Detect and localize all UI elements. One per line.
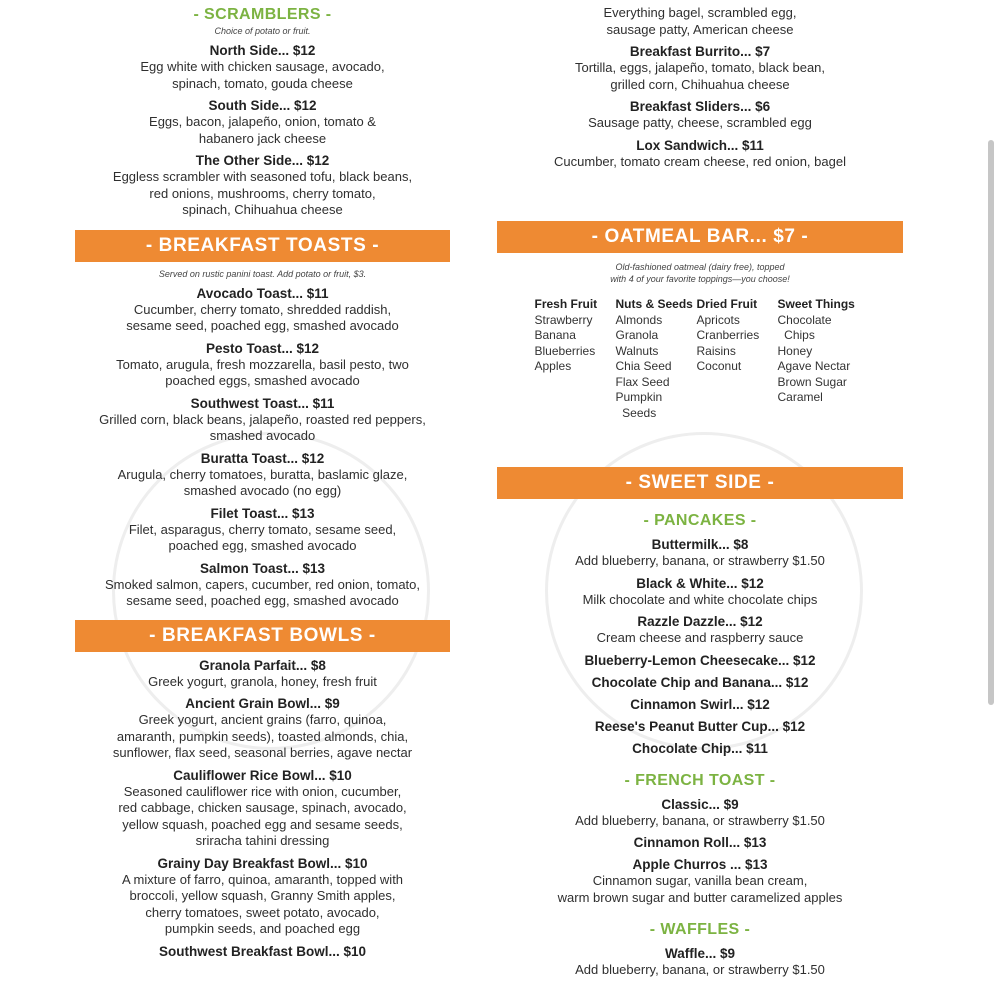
menu-item [497, 5, 903, 38]
topping-heading: Dried Fruit [696, 297, 758, 311]
menu-item [497, 674, 903, 691]
item-title: Cinnamon Swirl... $12 [630, 696, 770, 712]
menu-item [75, 152, 450, 219]
topping-item: Apricots [696, 312, 740, 327]
item-title: Grainy Day Breakfast Bowl... $10 [157, 855, 368, 871]
item-title: The Other Side... $12 [195, 153, 330, 168]
french-toast-list [497, 796, 903, 907]
oatmeal-note: Old-fashioned oatmeal (dairy free), topped with 4 of your favorite toppings—you choose! [610, 262, 790, 284]
sweet-side-banner: - SWEET SIDE - [497, 467, 903, 499]
left-column [75, 0, 450, 960]
item-desc: Add blueberry, banana, or strawberry $1.50 [575, 812, 825, 828]
topping-item: Cranberries [696, 328, 760, 342]
topping-item: Blueberries [534, 343, 596, 358]
item-title: Blueberry-Lemon Cheesecake... $12 [584, 652, 816, 668]
topping-column-dried-fruit [697, 297, 778, 421]
topping-item: Granola [615, 328, 659, 342]
toasts-list [75, 285, 450, 610]
menu-item [497, 613, 903, 647]
menu-item [75, 395, 450, 445]
topping-item: Brown Sugar [777, 374, 847, 389]
item-desc: Tomato, arugula, fresh mozzarella, basil pesto, two poached eggs, smashed avocado [116, 356, 409, 388]
item-title: Black & White... $12 [636, 575, 764, 591]
waffles-list [497, 945, 903, 979]
topping-item: Walnuts [615, 343, 659, 358]
topping-item: Honey [777, 343, 813, 358]
item-desc: Everything bagel, scrambled egg, sausage patty, American cheese [603, 5, 797, 37]
item-title: Avocado Toast... $11 [196, 285, 329, 301]
menu-item [497, 834, 903, 851]
topping-item: Raisins [696, 343, 736, 358]
topping-item: Strawberry [534, 312, 593, 327]
item-desc: Cucumber, cherry tomato, shredded raddish, sesame seed, poached egg, smashed avocado [126, 301, 399, 333]
menu-item [497, 718, 903, 735]
topping-column-sweet-things [778, 297, 866, 421]
menu-item [497, 137, 903, 171]
topping-item: Coconut [696, 359, 742, 373]
scramblers-list [75, 42, 450, 219]
item-desc: Greek yogurt, ancient grains (farro, quinoa, amaranth, pumpkin seeds), toasted almonds, chia, sunflower, flax seed, seasonal berries, agave nectar [112, 712, 413, 760]
topping-item: Pumpkin [615, 390, 663, 404]
item-title: Cauliflower Rice Bowl... $10 [173, 767, 352, 783]
item-desc: Arugula, cherry tomatoes, buratta, baslamic glaze, smashed avocado (no egg) [117, 466, 408, 498]
menu-item [497, 856, 903, 906]
topping-item: Caramel [777, 390, 823, 404]
item-desc: Add blueberry, banana, or strawberry $1.50 [575, 962, 825, 977]
item-title: Southwest Toast... $11 [190, 395, 335, 411]
french-toast-header: - FRENCH TOAST - [624, 771, 776, 789]
topping-column-fresh-fruit [535, 297, 616, 421]
item-title: Granola Parfait... $8 [199, 657, 326, 673]
breakfast-toasts-banner: - BREAKFAST TOASTS - [75, 230, 450, 262]
menu-item [75, 505, 450, 555]
menu-item [497, 575, 903, 609]
topping-item: Agave Nectar [777, 359, 851, 373]
item-title: Cinnamon Roll... $13 [633, 835, 767, 850]
item-title: Breakfast Sliders... $6 [629, 99, 771, 114]
scrollbar[interactable] [988, 140, 994, 705]
topping-heading: Sweet Things [777, 297, 855, 311]
item-title: Buratta Toast... $12 [200, 450, 325, 466]
item-title: South Side... $12 [208, 98, 317, 113]
item-title: Waffle... $9 [664, 946, 736, 961]
topping-heading: Nuts & Seeds [615, 297, 693, 311]
topping-item: Chocolate [777, 312, 832, 327]
sandwich-list [497, 5, 903, 170]
item-desc: Egg white with chicken sausage, avocado, spinach, tomato, gouda cheese [140, 59, 385, 91]
item-desc: Cucumber, tomato cream cheese, red onion, bagel [554, 153, 846, 169]
item-desc: Eggs, bacon, jalapeño, onion, tomato & habanero jack cheese [149, 114, 376, 146]
item-desc: A mixture of farro, quinoa, amaranth, topped with broccoli, yellow squash, Granny Smith apples, cherry tomatoes, sweet potato, avocado, pumpkin seeds, and poached egg [121, 871, 404, 936]
item-title: Reese's Peanut Butter Cup... $12 [594, 718, 806, 734]
item-title: Classic... $9 [661, 796, 739, 812]
item-desc: Grilled corn, black beans, jalapeño, roasted red peppers, smashed avocado [99, 411, 426, 443]
waffles-header: - WAFFLES - [649, 921, 751, 938]
menu-item [497, 43, 903, 93]
menu-item [75, 767, 450, 850]
breakfast-bowls-banner: - BREAKFAST BOWLS - [75, 620, 450, 652]
item-title: Pesto Toast... $12 [205, 340, 320, 356]
scramblers-header: - SCRAMBLERS - [193, 6, 332, 23]
menu-item [497, 796, 903, 830]
oatmeal-bar-banner: - OATMEAL BAR... $7 - [497, 221, 903, 253]
item-desc: Eggless scrambler with seasoned tofu, black beans, red onions, mushrooms, cherry tomato, spinach, Chihuahua cheese [112, 169, 413, 217]
item-desc: Milk chocolate and white chocolate chips [582, 591, 818, 607]
item-desc: Sausage patty, cheese, scrambled egg [588, 115, 812, 130]
menu-item [75, 97, 450, 147]
item-title: Breakfast Burrito... $7 [629, 44, 771, 59]
item-desc: Seasoned cauliflower rice with onion, cucumber, red cabbage, chicken sausage, spinach, avocado, yellow squash, poached egg and sesame seeds, sriracha tahini dressing [118, 783, 407, 848]
menu-item [75, 855, 450, 938]
pancakes-list [497, 536, 903, 757]
item-title: North Side... $12 [209, 43, 316, 58]
menu-item [75, 695, 450, 762]
item-title: Chocolate Chip... $11 [632, 740, 768, 756]
item-desc: Greek yogurt, granola, honey, fresh fruit [148, 673, 377, 689]
menu-item [497, 536, 903, 570]
menu-item [75, 340, 450, 390]
topping-item: Almonds [615, 312, 663, 327]
item-title: Chocolate Chip and Banana... $12 [591, 674, 809, 690]
item-title: Salmon Toast... $13 [199, 560, 326, 576]
menu-item [75, 560, 450, 610]
topping-item: Chips [777, 328, 815, 342]
pancakes-header: - PANCAKES - [643, 512, 757, 529]
item-desc: Filet, asparagus, cherry tomato, sesame seed, poached egg, smashed avocado [128, 521, 397, 553]
topping-item: Chia Seed [615, 359, 672, 373]
menu-item [497, 98, 903, 132]
menu-item [497, 740, 903, 757]
bowls-list [75, 657, 450, 960]
topping-item: Apples [534, 359, 572, 373]
item-title: Razzle Dazzle... $12 [637, 614, 763, 629]
oatmeal-toppings [497, 297, 903, 421]
menu-item [75, 285, 450, 335]
menu-item [497, 696, 903, 713]
item-desc: Tortilla, eggs, jalapeño, tomato, black bean, grilled corn, Chihuahua cheese [574, 60, 826, 92]
item-title: Filet Toast... $13 [210, 505, 315, 521]
item-title: Ancient Grain Bowl... $9 [185, 696, 340, 711]
topping-item: Seeds [615, 405, 657, 420]
right-column [497, 0, 903, 979]
topping-item: Flax Seed [615, 374, 670, 389]
menu-item [75, 450, 450, 500]
menu-item [75, 943, 450, 960]
item-desc: Add blueberry, banana, or strawberry $1.50 [575, 553, 825, 568]
menu-item [497, 652, 903, 669]
item-desc: Cinnamon sugar, vanilla bean cream, warm brown sugar and butter caramelized apples [557, 873, 843, 905]
menu-item [75, 657, 450, 691]
topping-heading: Fresh Fruit [534, 297, 598, 311]
menu-item [75, 42, 450, 92]
item-desc: Smoked salmon, capers, cucumber, red onion, tomato, sesame seed, poached egg, smashed avocado [104, 576, 421, 608]
item-desc: Cream cheese and raspberry sauce [596, 630, 804, 645]
topping-column-nuts-seeds [616, 297, 697, 421]
item-title: Southwest Breakfast Bowl... $10 [158, 943, 367, 959]
item-title: Lox Sandwich... $11 [636, 137, 764, 153]
toasts-note: Served on rustic panini toast. Add potato or fruit, $3. [158, 268, 367, 279]
item-title: Apple Churros ... $13 [632, 857, 768, 872]
topping-item: Banana [534, 328, 576, 342]
menu-item [497, 945, 903, 979]
scramblers-note: Choice of potato or fruit. [214, 26, 311, 36]
item-title: Buttermilk... $8 [651, 537, 749, 552]
